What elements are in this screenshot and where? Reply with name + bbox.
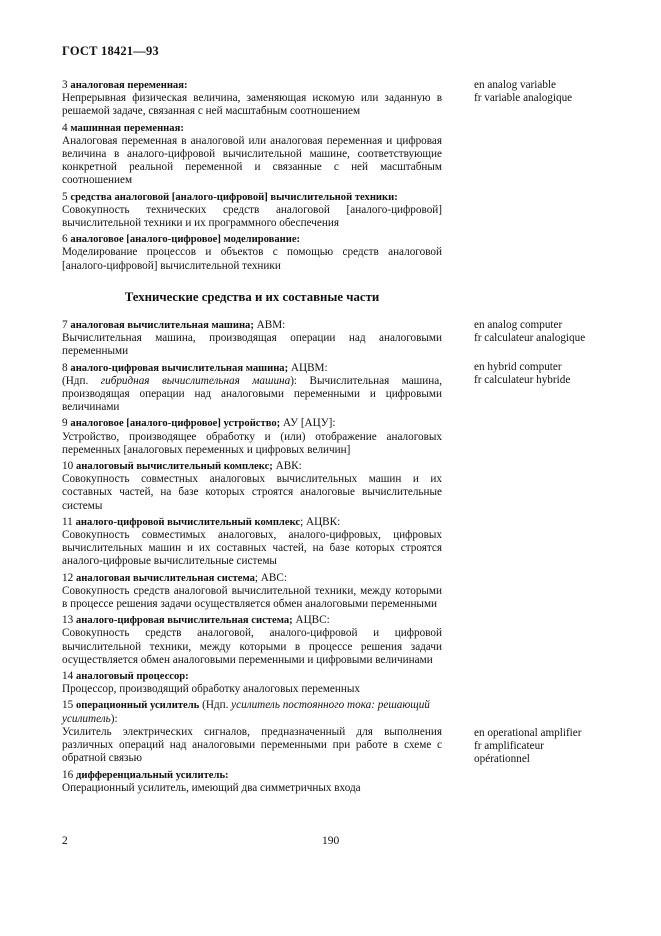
term-entry-14	[62, 670, 442, 696]
term-entry-5	[62, 191, 442, 231]
term-number: 12	[62, 571, 74, 584]
term-entry-6	[62, 233, 442, 273]
term-entry-7	[62, 319, 442, 359]
term-entries-top	[62, 79, 442, 276]
equivalent-en: en hybrid computer	[474, 361, 562, 373]
term-name: машинная переменная:	[70, 122, 184, 134]
equivalent-en: en operational amplifier	[474, 727, 582, 739]
term-definition: Совокупность технических средств аналоговой [аналого-цифровой] вычислительной техники и их программного обеспечения	[62, 203, 442, 230]
term-name: дифференциальный усилитель:	[75, 769, 229, 781]
term-name: аналоговое [аналого-цифровое] моделирование:	[70, 234, 301, 246]
term-abbreviation: ; АЦВК:	[300, 515, 341, 528]
equivalent-en: en analog variable	[474, 79, 556, 91]
term-number: 16	[62, 768, 74, 781]
term-entry-11	[62, 516, 442, 569]
term-definition: Моделирование процессов и объектов с помощью средств аналоговой [аналого-цифровой] вычислительной техники	[62, 246, 442, 272]
term-number: 15	[62, 699, 74, 712]
term-abbreviation: АЦВС:	[292, 614, 330, 627]
equivalents-8	[474, 361, 624, 387]
term-deprecated-prefix: (Ндп.	[199, 699, 232, 712]
term-number: 8	[62, 361, 68, 374]
term-name: аналого-цифровая вычислительная система;	[75, 615, 293, 627]
page-number-center: 190	[322, 835, 340, 847]
term-entry-10	[62, 460, 442, 513]
term-number: 13	[62, 614, 74, 627]
term-abbreviation: АЦВМ:	[288, 361, 328, 374]
term-name: аналоговая вычислительная система	[75, 572, 255, 584]
term-name: аналого-цифровой вычислительный комплекс	[75, 516, 301, 528]
term-entry-3	[62, 79, 442, 119]
equivalent-fr: fr amplificateur	[474, 740, 544, 753]
term-number: 6	[62, 233, 68, 246]
term-suffix: ):	[110, 712, 118, 725]
equivalent-en: en analog computer	[474, 319, 563, 331]
term-number: 14	[62, 670, 74, 683]
term-abbreviation: АУ [АЦУ]:	[280, 417, 336, 430]
page-number-left: 2	[62, 835, 68, 847]
term-name: аналоговый вычислительный комплекс;	[75, 461, 273, 473]
equivalent-fr-cont: opérationnel	[474, 753, 530, 766]
term-definition: Аналоговая переменная в аналоговой или аналоговая переменная и цифровая величина в аналого-цифровой вычислительной машине, соответствующие конкретной реальной переменной и связанные с ней масштабным соотношением	[62, 134, 442, 187]
term-definition: Непрерывная физическая величина, заменяющая искомую или заданную в решаемой задаче, связанная с ней масштабным соотношением	[62, 92, 442, 118]
term-number: 9	[62, 417, 68, 430]
term-name: аналоговое [аналого-цифровое] устройство;	[70, 418, 281, 430]
term-definition: Совокупность средств аналоговой, аналого-цифровой и цифровой вычислительной техники, между которыми в процессе решения задачи осуществляется обмен аналоговыми переменными и цифровыми величинами	[62, 627, 442, 666]
term-name: аналого-цифровая вычислительная машина;	[70, 362, 289, 374]
term-definition	[62, 375, 442, 415]
equivalent-fr: fr variable analogique	[474, 92, 573, 105]
term-number: 10	[62, 460, 74, 473]
term-definition: Совокупность средств аналоговой вычислительной техники, между которыми в процессе решения задачи осуществляется обмен аналоговыми переменными	[62, 584, 442, 611]
term-entries-bottom	[62, 319, 442, 798]
term-abbreviation: ; АВС:	[254, 571, 287, 584]
term-name: аналоговый процессор:	[75, 671, 189, 683]
deprecated-term: гибридная вычислительная машина	[100, 374, 291, 387]
term-entry-15	[62, 699, 442, 765]
term-definition: Устройство, производящее обработку и (или) отображение аналоговых переменных [аналоговых переменных и цифровых величин]	[62, 430, 442, 456]
term-name: операционный усилитель	[75, 700, 200, 712]
term-entry-12	[62, 572, 442, 612]
term-number: 7	[62, 319, 68, 331]
term-number: 5	[62, 190, 68, 203]
term-definition: Усилитель электрических сигналов, предназначенный для выполнения различных операций над аналоговыми переменными при работе в схеме с обратной связью	[62, 725, 442, 765]
term-definition: Совокупность совместных аналоговых вычислительных машин и их составных частей, на базе которых строятся аналоговые вычислительные системы	[62, 473, 442, 512]
term-entry-16	[62, 769, 442, 795]
section-title: Технические средства и их составные части	[124, 290, 380, 304]
equivalent-fr: fr calculateur hybride	[474, 374, 571, 387]
term-entry-8	[62, 362, 442, 415]
term-name: средства аналоговой [аналого-цифровой] вычислительной техники:	[70, 191, 398, 203]
definition-prefix: (Ндп.	[62, 374, 101, 387]
definition-text: ): Вычислительная машина, производящая операции над аналоговыми переменными и цифровыми величинами	[62, 374, 443, 414]
term-definition: Вычислительная машина, производящая операции над аналоговыми переменными	[62, 332, 442, 358]
document-header: ГОСТ 18421—93	[62, 44, 159, 58]
term-name: аналоговая переменная:	[70, 80, 188, 91]
term-entry-9	[62, 417, 442, 457]
term-name: аналоговая вычислительная машина;	[70, 320, 254, 331]
equivalents-15	[474, 727, 624, 767]
term-number: 4	[62, 121, 68, 134]
deprecated-term: усилитель постоянного тока: решающий усилитель	[62, 699, 430, 725]
term-number: 11	[62, 515, 73, 528]
term-definition: Процессор, производящий обработку аналоговых переменных	[62, 683, 360, 696]
term-number: 3	[62, 79, 68, 91]
term-definition: Операционный усилитель, имеющий два симметричных входа	[62, 781, 361, 794]
equivalents-7	[474, 319, 624, 345]
term-definition: Совокупность совместимых аналоговых, аналого-цифровых, цифровых вычислительных машин и их составных частей, на базе которых строятся аналого-цифровые вычислительные системы	[62, 529, 442, 568]
term-entry-4	[62, 122, 442, 188]
term-entry-13	[62, 614, 442, 667]
equivalents-3	[474, 79, 624, 105]
term-abbreviation: АВК:	[272, 460, 302, 473]
term-abbreviation: АВМ:	[253, 319, 286, 331]
equivalent-fr: fr calculateur analogique	[474, 332, 586, 345]
